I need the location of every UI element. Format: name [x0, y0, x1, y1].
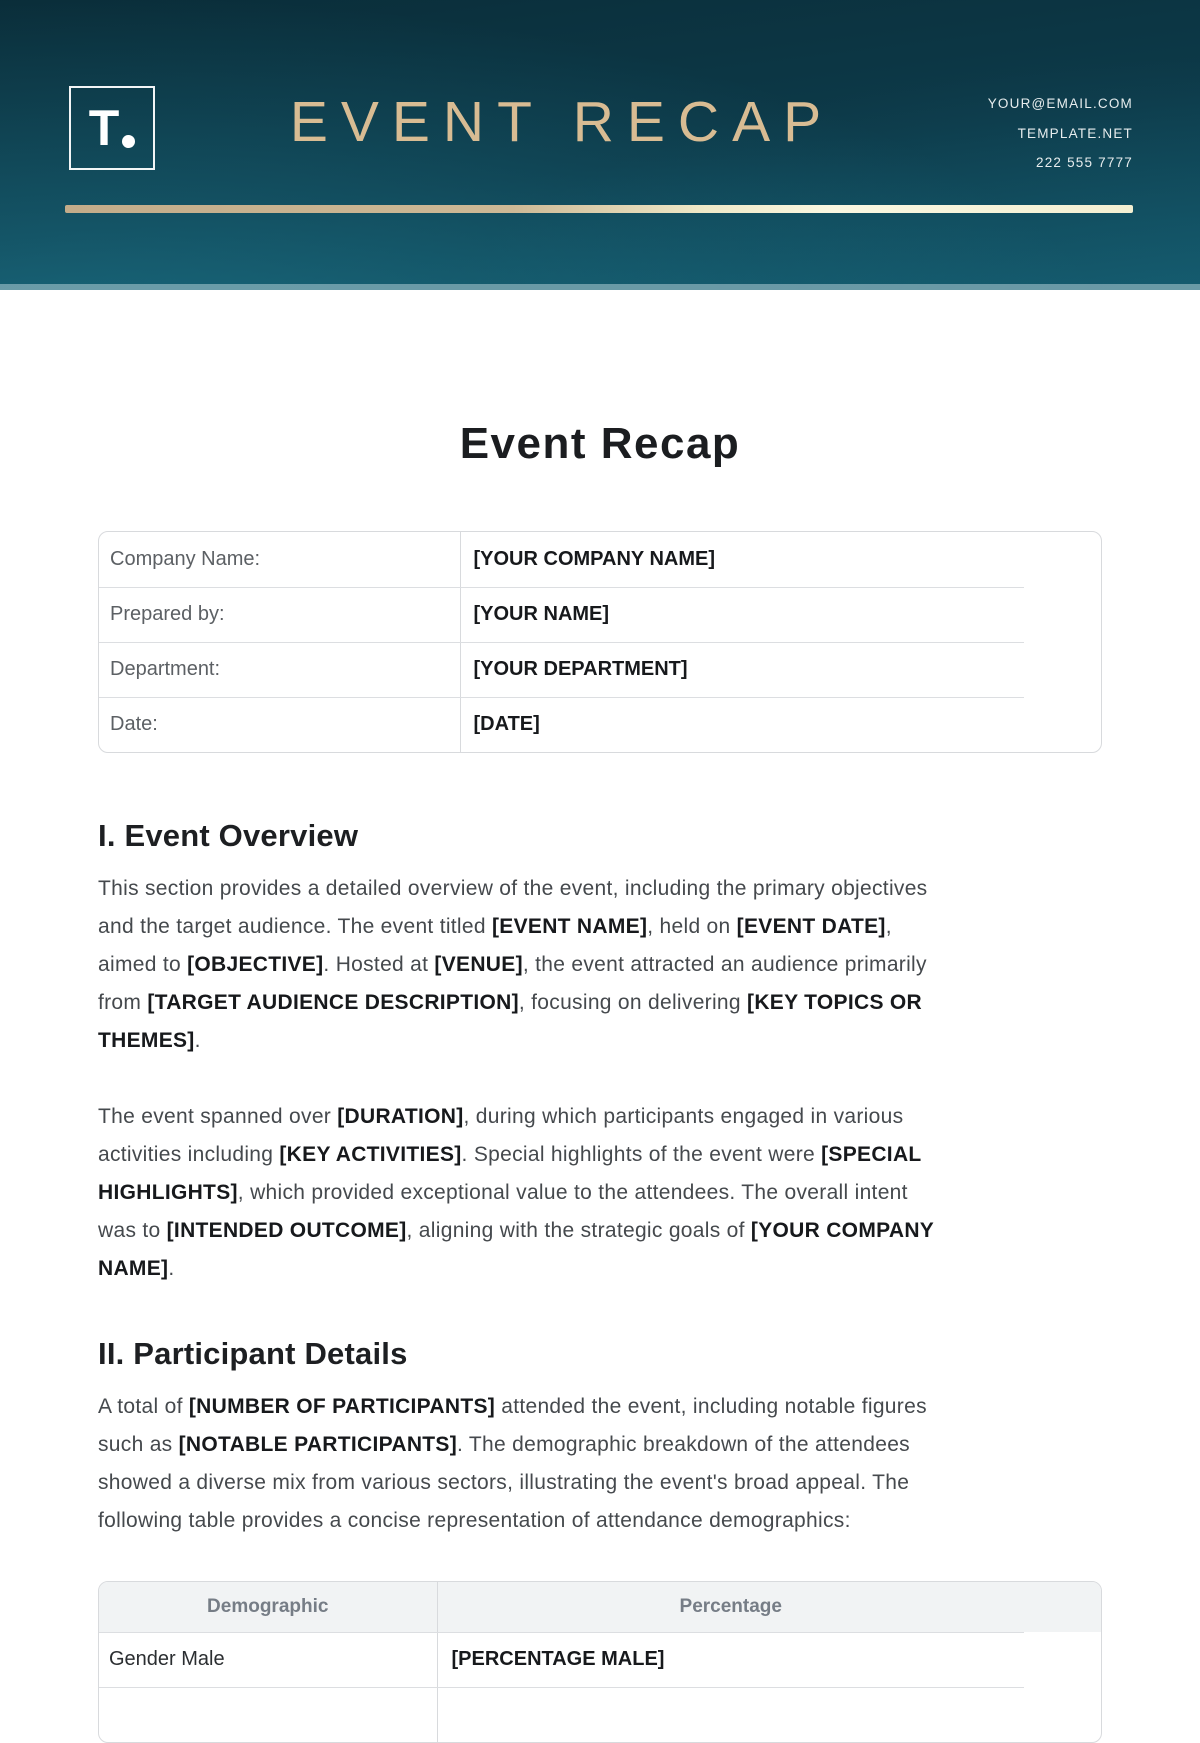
- page-title: Event Recap: [459, 419, 741, 468]
- info-value: [YOUR DEPARTMENT]: [460, 642, 1024, 697]
- paragraph: The event spanned over [DURATION], during which participants engaged in various activities including [KEY ACTIVITIES]. Special highlights of the event were [SPECIAL HIGHLIGHTS], which provided exceptional value to the attendees. The overall intent was to [INTENDED OUTCOME], aligning with the strategic goals of [YOUR COMPANY NAME].: [98, 1105, 935, 1280]
- paragraph: A total of [NUMBER OF PARTICIPANTS] attended the event, including notable figures such as [NOTABLE PARTICIPANTS]. The demographic breakdown of the attendees showed a diverse mix from various sectors, illustrating the event's broad appeal. The following table provides a concise representation of attendance demographics:: [98, 1395, 927, 1532]
- info-value: [DATE]: [473, 713, 540, 736]
- info-label: Company Name:: [99, 532, 460, 587]
- info-spacer: [1024, 587, 1101, 642]
- info-label: Prepared by:: [99, 587, 460, 642]
- header-title: EVENT RECAP: [289, 90, 835, 154]
- demographic-cell: Gender Male: [99, 1632, 437, 1687]
- header-spacer: [1024, 1582, 1101, 1632]
- table-row: [99, 1687, 1101, 1742]
- contact-phone: 222 555 7777: [1036, 155, 1133, 170]
- info-label: Department:: [99, 642, 460, 697]
- table-row: [99, 697, 1101, 752]
- info-spacer: [1024, 697, 1101, 752]
- header-banner: [0, 0, 1200, 290]
- demographic-cell: [99, 1687, 437, 1742]
- info-value: [YOUR COMPANY NAME]: [460, 532, 1024, 587]
- percentage-cell: [PERCENTAGE MALE]: [437, 1632, 1024, 1687]
- column-header-demographic: Demographic: [99, 1582, 437, 1632]
- percentage-cell: [437, 1687, 1024, 1742]
- section-heading-event-overview: I. Event Overview: [98, 818, 359, 853]
- table-header-row: [99, 1582, 1101, 1632]
- logo-letter: T: [88, 100, 120, 156]
- section-heading-participant-details: II. Participant Details: [98, 1336, 408, 1371]
- header-divider: [65, 205, 1133, 213]
- table-row: [99, 642, 1101, 697]
- table-row: [99, 532, 1101, 587]
- demographics-table: [98, 1581, 1102, 1743]
- info-spacer: [1024, 532, 1101, 587]
- info-spacer: [1024, 642, 1101, 697]
- info-label: Date:: [99, 697, 460, 752]
- table-row: [99, 1632, 1101, 1687]
- row-spacer: [1024, 1687, 1101, 1742]
- info-value: [YOUR NAME]: [460, 587, 1024, 642]
- header-bottom-edge: [0, 284, 1200, 290]
- column-header-percentage: Percentage: [437, 1582, 1024, 1632]
- paragraph: This section provides a detailed overview of the event, including the primary objectives and the target audience. The event titled [EVENT NAME], held on [EVENT DATE], aimed to [OBJECTIVE]. Hosted at [VENUE], the event attracted an audience primarily from [TARGET AUDIENCE DESCRIPTION], focusing on delivering [KEY TOPICS OR THEMES].: [98, 877, 928, 1052]
- contact-email: YOUR@EMAIL.COM: [987, 96, 1133, 111]
- contact-website: TEMPLATE.NET: [1017, 125, 1133, 141]
- contact-info: [988, 89, 1133, 178]
- info-table: [98, 531, 1102, 753]
- document-body: [98, 418, 1102, 1743]
- table-row: [99, 587, 1101, 642]
- row-spacer: [1024, 1632, 1101, 1687]
